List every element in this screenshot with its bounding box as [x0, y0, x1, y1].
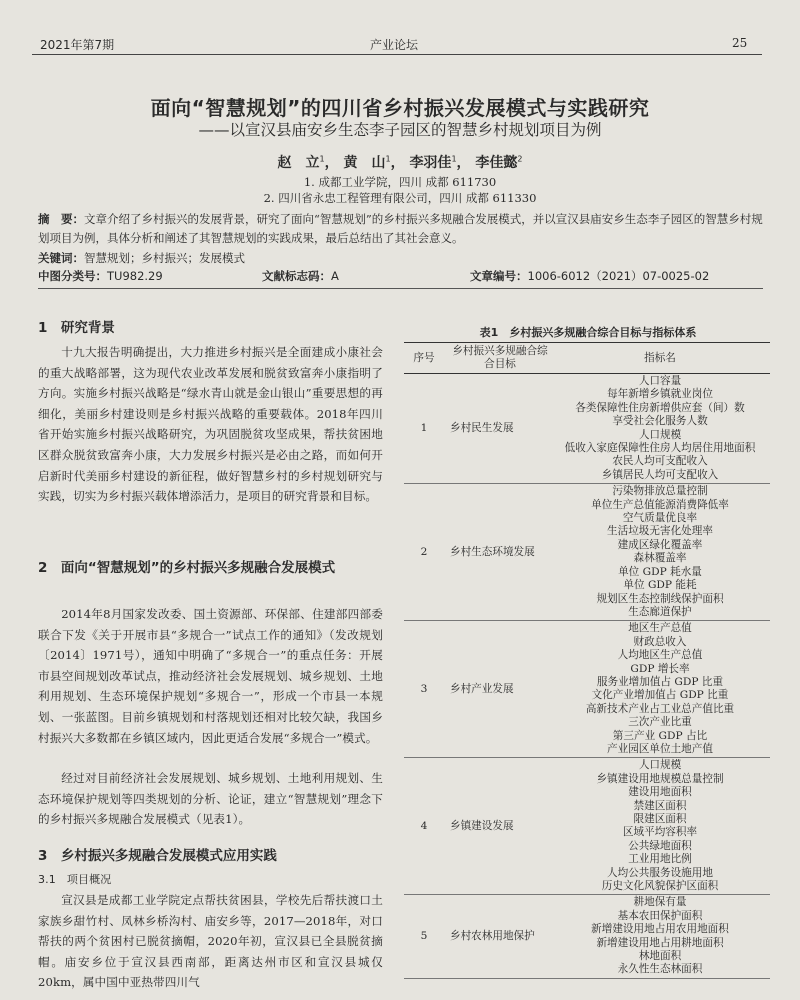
indicator-item: 人口容量	[638, 375, 682, 387]
row-indicators	[550, 621, 770, 758]
header-goal: 乡村振兴多规融合综合目标	[444, 343, 550, 374]
indicator-table	[404, 342, 770, 979]
keywords-label: 关键词：	[38, 251, 84, 265]
indicator-item: 单位生产总值能源消费降低率	[591, 498, 729, 511]
indicator-item: 工业用地比例	[628, 853, 692, 866]
indicator-item: 公共绿地面积	[628, 839, 692, 852]
classification-number	[38, 268, 163, 284]
table-row	[404, 374, 770, 484]
page-number: 25	[732, 36, 748, 50]
abstract-label: 摘 要：	[38, 212, 84, 226]
indicator-item: 服务业增加值占 GDP 比重	[596, 675, 724, 688]
article-number-value: 1006-6012（2021）07-0025-02	[527, 269, 710, 283]
indicator-item: 林地面积	[638, 950, 682, 963]
row-number: 5	[404, 895, 444, 978]
indicator-item: 区域平均容积率	[622, 826, 698, 839]
author-name: 黄 山	[343, 155, 386, 171]
header-indicator: 指标名	[550, 343, 770, 374]
indicator-item: 低收入家庭保障性住房人均居住用地面积	[564, 442, 756, 455]
header-no: 序号	[404, 343, 444, 374]
keywords	[38, 250, 245, 266]
classification-value: TU982.29	[107, 269, 163, 283]
indicator-item: 森林覆盖率	[633, 552, 687, 565]
row-goal: 乡村产业发展	[444, 621, 550, 758]
indicator-item: 享受社会化服务人数	[612, 415, 708, 428]
section-label: 产业论坛	[370, 38, 419, 52]
meta-rule	[38, 288, 763, 289]
paragraph: 2014年8月国家发改委、国土资源部、环保部、住建部四部委联合下发《关于开展市县“多规合一”试点工作的通知》（发改规划〔2014〕1971号），通知中明确了“多规合一”的重点任务：开展市县空间规划改革试点，推动经济社会发展规划、城乡规划、土地利用规划、生态环境保护规划“多规合一”，形成一个市县一本规划、一张蓝图。目前乡镇规划和村落规划还相对比较欠缺，我国乡村振兴大多数都在乡镇区域内，因此更适合发展“多规合一”模式。	[38, 607, 383, 745]
section-heading: 1 研究背景	[38, 320, 115, 336]
indicator-item: 乡镇居民人均可支配收入	[601, 468, 719, 481]
row-goal: 乡村生态环境发展	[444, 484, 550, 621]
row-indicators	[550, 374, 770, 484]
author-affiliation-mark: 2	[517, 154, 523, 164]
document-code	[262, 268, 339, 284]
paper-subtitle: ——以宣汉县庙安乡生态李子园区的智慧乡村规划项目为例	[198, 121, 602, 139]
indicator-item: 永久性生态林面积	[617, 963, 703, 976]
indicator-item: 新增建设用地占用农用地面积	[591, 923, 729, 936]
indicator-item: 第三产业 GDP 占比	[612, 729, 708, 742]
paragraph: 宣汉县是成都工业学院定点帮扶贫困县，学校先后帮扶渡口土家族乡甜竹村、凤林乡桥沟村、庙安乡等，2017—2018年，对口帮扶的两个贫困村已脱贫摘帽，2020年初，宣汉县已全县脱贫摘帽。庙安乡位于宣汉县西南部，距离达州市区和宣汉县城仅20km，属中国中亚热带四川气	[38, 893, 383, 990]
indicator-item: 限建区面积	[633, 813, 687, 825]
indicator-item: 生态廊道保护	[628, 605, 692, 618]
indicator-item: 人均公共服务设施用地	[607, 866, 713, 879]
table-row	[404, 484, 770, 621]
row-number: 3	[404, 621, 444, 758]
author-name: 赵 立	[277, 155, 320, 171]
indicator-item: 建成区绿化覆盖率	[617, 538, 703, 551]
author-name: 李羽佳	[409, 155, 452, 171]
indicator-item: 空气质量优良率	[622, 512, 698, 525]
row-number: 4	[404, 758, 444, 895]
author-affiliation-mark: 1	[385, 154, 391, 164]
indicator-item: 规划区生态控制线保护面积	[596, 592, 724, 605]
row-goal: 乡村民生发展	[444, 374, 550, 484]
author-affiliation-mark: 1	[319, 154, 325, 164]
indicator-item: 高新技术产业占工业总产值比重	[585, 702, 735, 715]
table-caption: 表1 乡村振兴多规融合综合目标与指标体系	[479, 326, 697, 339]
table-row	[404, 758, 770, 895]
author-name: 李佳懿	[475, 155, 518, 171]
indicator-item: 耕地保有量	[633, 896, 687, 909]
indicator-item: 乡镇建设用地规模总量控制	[596, 772, 724, 785]
author-separator: ，	[456, 155, 471, 171]
indicator-item: 单位 GDP 耗水量	[618, 565, 702, 578]
affiliation: 2. 四川省永忠工程管理有限公司，四川 成都 611330	[263, 191, 537, 205]
article-number-label: 文章编号：	[470, 269, 528, 283]
row-indicators	[550, 484, 770, 621]
indicator-item: 人口规模	[638, 428, 682, 441]
indicator-item: 单位 GDP 能耗	[623, 579, 697, 592]
table-row	[404, 895, 770, 978]
table-header-row	[404, 343, 770, 374]
indicator-item: 基本农田保护面积	[617, 909, 703, 922]
indicator-item: 文化产业增加值占 GDP 比重	[591, 689, 729, 702]
indicator-item: 地区生产总值	[628, 622, 692, 635]
section-heading: 3 乡村振兴多规融合发展模式应用实践	[38, 848, 277, 864]
author-separator: ，	[324, 155, 339, 171]
row-number: 2	[404, 484, 444, 621]
indicator-item: GDP 增长率	[630, 662, 690, 675]
row-indicators	[550, 895, 770, 978]
classification-label: 中图分类号：	[38, 269, 107, 283]
document-code-label: 文献标志码：	[262, 269, 331, 283]
header-rule	[32, 54, 762, 55]
row-goal: 乡村农林用地保护	[444, 895, 550, 978]
abstract-text: 文章介绍了乡村振兴的发展背景，研究了面向“智慧规划”的乡村振兴多规融合发展模式，并以宣汉县庙安乡生态李子园区的智慧乡村规划项目为例，具体分析和阐述了其智慧规划的实践成果，最后总结出了其社会意义。	[38, 212, 763, 245]
indicator-item: 人口规模	[638, 759, 682, 772]
indicator-item: 历史文化风貌保护区面积	[601, 880, 719, 893]
indicator-item: 禁建区面积	[633, 799, 687, 812]
indicator-item: 每年新增乡镇就业岗位	[607, 388, 713, 401]
paragraph: 经过对目前经济社会发展规划、城乡规划、土地利用规划、生态环境保护规划等四类规划的分析、论证，建立“智慧规划”理念下的乡村振兴多规融合发展模式（见表1）。	[38, 771, 383, 827]
row-indicators	[550, 758, 770, 895]
subsection-heading: 3.1 项目概况	[38, 873, 112, 886]
indicator-item: 新增建设用地占用耕地面积	[596, 936, 724, 949]
indicator-item: 财政总收入	[633, 635, 687, 648]
indicator-item: 各类保障性住房新增供应套（间）数	[575, 401, 745, 414]
abstract	[38, 210, 763, 248]
indicator-item: 产业园区单位土地产值	[607, 742, 713, 755]
document-code-value: A	[331, 269, 339, 283]
article-number	[470, 268, 709, 284]
paper-title: 面向“智慧规划”的四川省乡村振兴发展模式与实践研究	[150, 96, 650, 120]
table-row	[404, 621, 770, 758]
indicator-item: 污染物排放总量控制	[612, 485, 708, 498]
author-separator: ，	[390, 155, 405, 171]
affiliation: 1. 成都工业学院，四川 成都 611730	[303, 175, 497, 189]
author-list	[0, 152, 800, 172]
row-goal: 乡镇建设发展	[444, 758, 550, 895]
indicator-item: 农民人均可支配收入	[612, 455, 708, 468]
indicator-item: 三次产业比重	[628, 716, 692, 729]
author-affiliation-mark: 1	[451, 154, 457, 164]
indicator-item: 人均地区生产总值	[617, 649, 703, 662]
paragraph: 十九大报告明确提出，大力推进乡村振兴是全面建成小康社会的重大战略部署，这为现代农业改革发展和脱贫致富奔小康指明了方向。实施乡村振兴战略是“绿水青山就是金山银山”重要思想的再细化，美丽乡村建设则是乡村振兴战略的重要载体。2018年四川省开始实施乡村振兴战略研究，为巩固脱贫攻坚成果，帮扶贫困地区群众脱贫致富奔小康，大力发展乡村振兴是必由之路，而如何开启新时代美丽乡村建设的新征程，做好智慧乡村的乡村规划研究与实践，切实为乡村振兴载体增添活力，是项目的研究背景和目标。	[38, 345, 383, 504]
section-heading: 2 面向“智慧规划”的乡村振兴多规融合发展模式	[38, 560, 336, 576]
keywords-text: 智慧规划；乡村振兴；发展模式	[84, 251, 245, 265]
indicator-item: 生活垃圾无害化处理率	[607, 525, 713, 538]
indicator-item: 建设用地面积	[628, 786, 692, 799]
issue-label: 2021年第7期	[40, 38, 115, 52]
row-number: 1	[404, 374, 444, 484]
